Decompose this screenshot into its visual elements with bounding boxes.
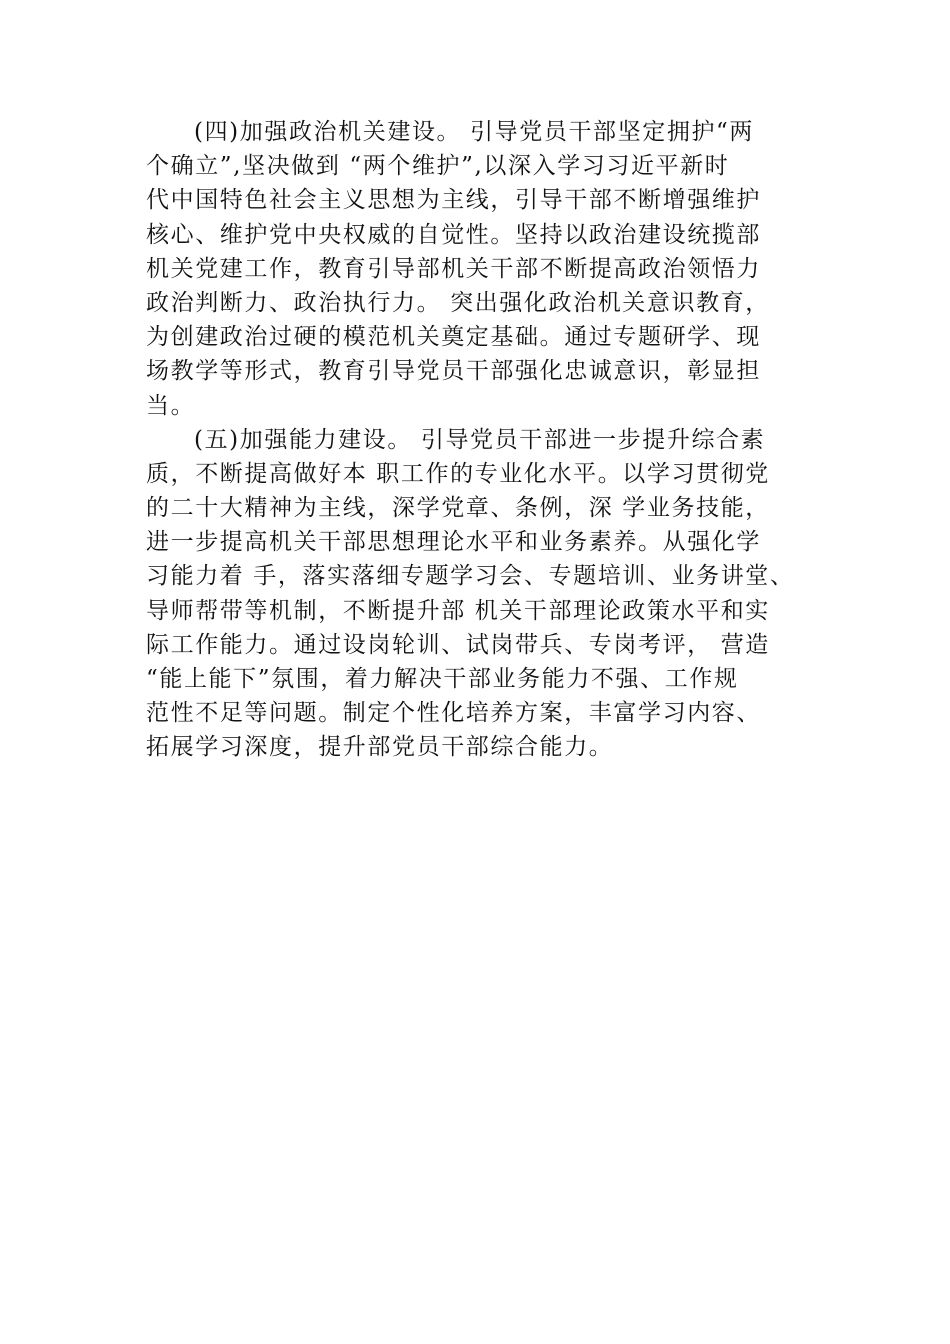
- paragraph-line: 政治判断力、政治执行力。 突出强化政治机关意识教育，: [146, 289, 770, 316]
- paragraph-line: 进一步提高机关干部思想理论水平和业务素养。从强化学: [146, 529, 761, 556]
- paragraph-line: 导师帮带等机制，不断提升部 机关干部理论政策水平和实: [146, 597, 770, 624]
- paragraph-line: 际工作能力。通过设岗轮训、试岗带兵、专岗考评， 营造: [146, 631, 770, 658]
- paragraph-line: 机关党建工作，教育引导部机关干部不断提高政治领悟力: [146, 255, 761, 282]
- paragraph-line: 拓展学习深度，提升部党员干部综合能力。: [146, 734, 614, 761]
- paragraph-line: 个确立”,坚决做到 “两个维护”,以深入学习习近平新时: [146, 153, 730, 180]
- paragraph-line: 范性不足等问题。制定个性化培养方案，丰富学习内容、: [146, 700, 761, 727]
- paragraph-line: “能上能下”氛围，着力解决干部业务能力不强、工作规: [146, 666, 739, 692]
- paragraph-line: 当。: [146, 392, 196, 419]
- paragraph-line: 质，不断提高做好本 职工作的专业化水平。以学习贯彻党: [146, 460, 770, 487]
- paragraph-line: 的二十大精神为主线，深学党章、条例，深 学业务技能，: [146, 495, 770, 522]
- paragraph-line: (四)加强政治机关建设。 引导党员干部坚定拥护“两: [194, 119, 755, 145]
- paragraph-line: 习能力着 手，落实落细专题学习会、专题培训、业务讲堂、: [146, 563, 795, 590]
- paragraph-line: (五)加强能力建设。 引导党员干部进一步提升综合素: [194, 426, 766, 453]
- document-body: [146, 115, 810, 765]
- paragraph-line: 场教学等形式，教育引导党员干部强化忠诚意识，彰显担: [146, 358, 761, 385]
- paragraph-line: 核心、维护党中央权威的自觉性。坚持以政治建设统揽部: [146, 221, 761, 248]
- paragraph-political-organ-building: [146, 115, 810, 423]
- paragraph-line: 为创建政治过硬的模范机关奠定基础。通过专题研学、现: [146, 324, 761, 351]
- paragraph-capability-building: [146, 423, 810, 765]
- paragraph-line: 代中国特色社会主义思想为主线，引导干部不断增强维护: [146, 187, 761, 214]
